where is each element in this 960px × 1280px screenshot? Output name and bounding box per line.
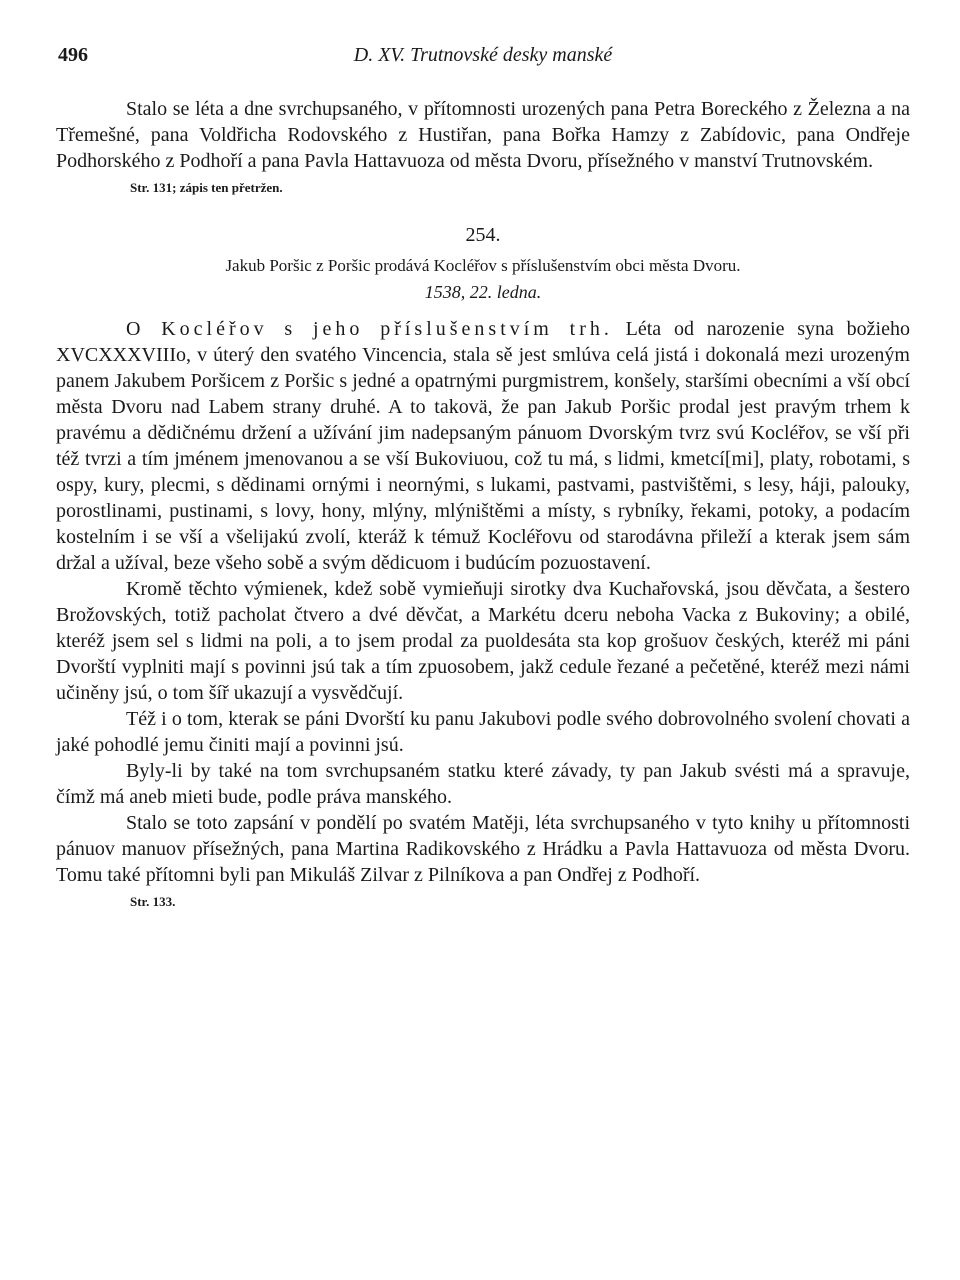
- paragraph-3: Též i o tom, kterak se páni Dvorští ku panu Jakubovi podle svého dobrovolného svolení chovati a jaké pohodlé jemu činiti mají a povinni jsú.: [56, 708, 910, 756]
- paragraph-4: Byly-li by také na tom svrchupsaném statku které závady, ty pan Jakub svésti má a spravuje, čímž má aneb mieti bude, podle práva manského.: [56, 760, 910, 808]
- paragraph-1: [56, 316, 910, 576]
- document-number: 254.: [465, 224, 501, 246]
- document-summary: Jakub Poršic z Poršic prodává Kocléřov s příslušenstvím obci města Dvoru.: [225, 256, 741, 275]
- paragraph-1-text: Léta od narozenie syna božieho XVCXXXVIIIo, v úterý den svatého Vincencia, stala sě jest smlúva celá jistá i dokonalá mezi urozeným panem Jakubem Poršicem z Poršic s jedné a opatrnými purgmistrem, konšely, staršími obecními a vší obcí města Dvoru nad Labem strany druhé. A to takovä, že pan Jakub Poršic prodal jest pravým trhem k pravému a dědičnému držení a užívání jim nadepsaným pánuom Dvorským tvrz svú Kocléřov, se vší při též tvrzi a tím jménem jmenovanou a se vší Bukoviuou, což tu má, s lidmi, kmetcí[mi], platy, robotami, s ospy, kury, plecmi, s dědinami ornými i neornými, s lukami, pastvami, pastvištěmi, s lesy, háji, palouky, porostlinami, pustinami, s lovy, hony, mlýny, mlýništěmi a místy, s rybníky, řekami, potoky, a podacím kostelním i se vší a všelijakú zvolí, kteráž k témuž Kocléřovu od starodávna přileží a kterak jsem sám držal a užíval, beze všeho sobě a svým dědicuom i budúcím pozuostavení.: [56, 318, 910, 574]
- document-date: 1538, 22. ledna.: [424, 282, 542, 302]
- previous-entry-text: Stalo se léta a dne svrchupsaného, v přítomnosti urozených pana Petra Boreckého z Železna a na Třemešné, pana Voldřicha Rodovského z Hustiřan, pana Bořka Hamzy z Zabídovic, pana Ondřeje Podhorského z Podhoří a pana Pavla Hattavuoza od města Dvoru, přísežného v manství Trutnovském.: [56, 98, 910, 172]
- running-title: D. XV. Trutnovské desky manské: [353, 44, 613, 66]
- closing-source-note: Str. 133.: [130, 894, 176, 909]
- source-note: Str. 131; zápis ten přetržen.: [130, 180, 283, 195]
- paragraph-5: Stalo se toto zapsání v pondělí po svatém Matěji, léta svrchupsaného v tyto knihy u přítomnosti pánuov manuov přísežných, pana Martina Radikovského z Hrádku a Pavla Hattavuoza od města Dvoru. Tomu také přítomni byli pan Mikuláš Zilvar z Pilníkova a pan Ondřej z Podhoří.: [56, 812, 910, 886]
- paragraph-2: Kromě těchto výmienek, kdež sobě vymieňuji sirotky dva Kuchařovská, jsou děvčata, a šestero Brožovských, totiž pacholat čtvero a dvé děvčat, a Markétu dceru neboha Vacka z Bukoviny; a obilé, kteréž jsem sel s lidmi na poli, a to jsem prodal za puoldesáta sta kop grošuov českých, kteréž mi páni Dvorští vyplniti mají s povinni jsú tak a tím zpuosobem, jakž cedule řezané a pečetěné, kteréž mezi námi učiněny jsú, o tom šíř ukazují a vysvědčují.: [56, 578, 910, 704]
- page-body: [56, 96, 910, 912]
- page-number: 496: [58, 44, 88, 66]
- page-header: [58, 44, 908, 74]
- document-heading: O Kocléřov s jeho příslušenstvím trh.: [126, 318, 613, 340]
